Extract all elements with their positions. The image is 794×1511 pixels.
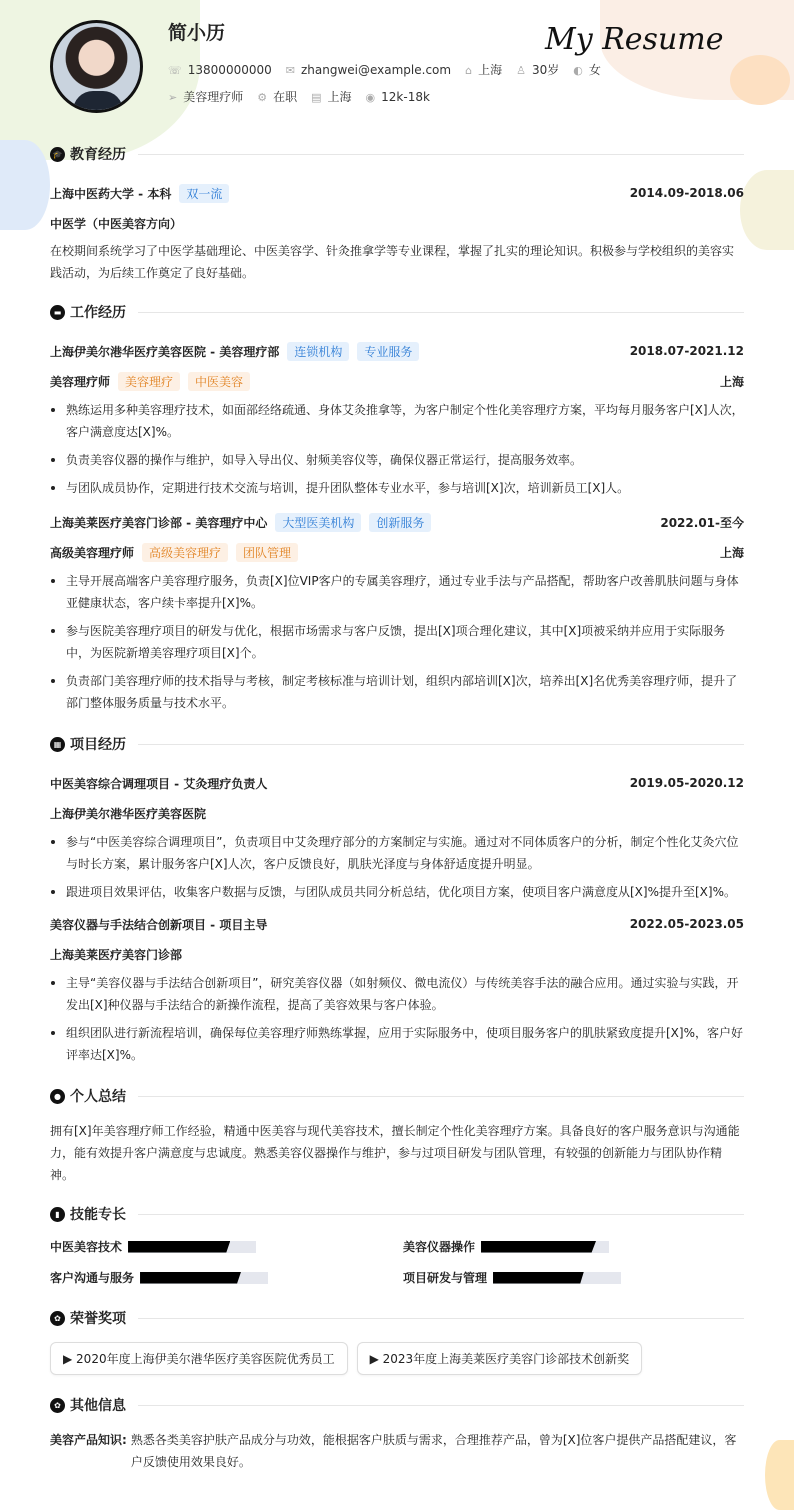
age-icon: ♙ xyxy=(516,64,526,77)
section-title: 其他信息 xyxy=(70,1398,126,1414)
project-item xyxy=(50,768,744,903)
project-org: 上海美莱医疗美容门诊部 xyxy=(50,947,183,962)
skill-bar xyxy=(481,1241,609,1253)
bullet: 负责美容仪器的操作与维护，如导入导出仪、射频美容仪等，确保仪器正常运行，提高服务效率。 xyxy=(50,449,744,471)
date: 2022.01-至今 xyxy=(660,515,744,530)
city: 上海 xyxy=(719,374,744,389)
tag: 创新服务 xyxy=(369,513,431,532)
city: 上海 xyxy=(719,545,744,560)
my-resume-logo: My Resume xyxy=(545,22,724,57)
skill-bar-fill xyxy=(493,1272,584,1284)
section-title: 个人总结 xyxy=(70,1089,126,1105)
contact-row xyxy=(168,61,601,78)
award-item: ▶ 2020年度上海伊美尔港华医疗美容医院优秀员工 xyxy=(50,1342,348,1375)
bullet: 熟练运用多种美容理疗技术，如面部经络疏通、身体艾灸推拿等，为客户制定个性化美容理疗方案，平均每月服务客户[X]人次，客户满意度达[X]%。 xyxy=(50,399,744,443)
bullet: 组织团队进行新流程培训，确保每位美容理疗师熟练掌握，应用于实际服务中，使项目服务客户的肌肤紧致度提升[X]%，客户好评率达[X]%。 xyxy=(50,1022,744,1066)
role: 美容理疗师 xyxy=(50,374,111,389)
other-text: 熟悉各类美容护肤产品成分与功效，能根据客户肤质与需求，合理推荐产品，曾为[X]位客户提供产品搭配建议，客户反馈使用效果良好。 xyxy=(130,1433,737,1469)
mail-icon: ✉ xyxy=(285,63,295,77)
bullet: 参与“中医美容综合调理项目”，负责项目中艾灸理疗部分的方案制定与实施。通过对不同体质客户的分析，制定个性化艾灸穴位与时长方案，累计服务客户[X]人次，客户反馈良好，肌肤光泽度与身体舒适度提升明显。 xyxy=(50,831,744,875)
date: 2014.09-2018.06 xyxy=(629,186,744,200)
graduation-cap-icon: 🎓 xyxy=(50,147,65,162)
send-icon: ➢ xyxy=(168,91,178,104)
project-name: 中医美容综合调理项目 - 艾灸理疗负责人 xyxy=(50,776,268,791)
location: 上海 xyxy=(478,63,503,77)
section-title: 技能专长 xyxy=(70,1207,126,1223)
section-summary xyxy=(50,1086,744,1106)
skill-bar xyxy=(493,1272,621,1284)
tag: 连锁机构 xyxy=(287,342,349,361)
bullet: 参与医院美容理疗项目的研发与优化，根据市场需求与客户反馈，提出[X]项合理化建议，其中[X]项被采纳并应用于实际服务中，为医院新增美容理疗项目[X]个。 xyxy=(50,620,744,664)
bullet: 主导开展高端客户美容理疗服务，负责[X]位VIP客户的专属美容理疗，通过专业手法与产品搭配，帮助客户改善肌肤问题与身体亚健康状态，客户续卡率提升[X]%。 xyxy=(50,570,744,614)
tag: 专业服务 xyxy=(357,342,419,361)
date: 2018.07-2021.12 xyxy=(629,344,744,358)
section-title: 工作经历 xyxy=(70,305,126,321)
skill-item xyxy=(50,1269,403,1286)
tag: 团队管理 xyxy=(236,543,298,562)
tag: 双一流 xyxy=(179,184,229,203)
bullet: 主导“美容仪器与手法结合创新项目”，研究美容仪器（如射频仪、微电流仪）与传统美容手法的融合应用。通过实验与实践，开发出[X]种仪器与手法结合的新操作流程，提高了美容效果与客户体验。 xyxy=(50,972,744,1016)
date: 2022.05-2023.05 xyxy=(629,917,744,931)
status-icon: ⚙ xyxy=(257,91,268,104)
skill-name: 美容仪器操作 xyxy=(403,1240,476,1254)
salary-icon: ◉ xyxy=(365,90,376,104)
project-name: 美容仪器与手法结合创新项目 - 项目主导 xyxy=(50,917,268,932)
job-intent-row xyxy=(168,88,430,105)
skill-bar-fill xyxy=(140,1272,241,1284)
gender: 女 xyxy=(588,63,601,77)
phone: 13800000000 xyxy=(187,62,272,77)
tag: 大型医美机构 xyxy=(275,513,361,532)
home-icon: ⌂ xyxy=(465,64,473,77)
resume-header xyxy=(0,0,794,140)
job-status: 在职 xyxy=(273,90,298,104)
company: 上海伊美尔港华医疗美容医院 - 美容理疗部 xyxy=(50,344,280,359)
skill-name: 中医美容技术 xyxy=(50,1240,123,1254)
candidate-name: 简小历 xyxy=(168,22,226,44)
building-icon: ▤ xyxy=(311,91,322,104)
skill-item xyxy=(403,1238,744,1255)
user-icon: ● xyxy=(50,1089,65,1104)
phone-icon: ☏ xyxy=(168,63,182,77)
skill-item xyxy=(403,1269,744,1286)
work-item xyxy=(50,507,744,714)
chart-icon: ▮ xyxy=(50,1207,65,1222)
section-other xyxy=(50,1395,744,1415)
skill-bar-fill xyxy=(481,1241,596,1253)
section-awards xyxy=(50,1308,744,1328)
briefcase-icon: ▬ xyxy=(50,305,65,320)
project-item xyxy=(50,909,744,1066)
section-education xyxy=(50,144,744,164)
summary-text: 拥有[X]年美容理疗师工作经验，精通中医美容与现代美容技术，擅长制定个性化美容理疗方案。具备良好的客户服务意识与沟通能力，能有效提升客户满意度与忠诚度。熟悉美容仪器操作与维护，参与过项目研发与团队管理，有较强的创新能力与团队协作精神。 xyxy=(50,1124,740,1182)
school: 上海中医药大学 - 本科 xyxy=(50,186,172,201)
company: 上海美莱医疗美容门诊部 - 美容理疗中心 xyxy=(50,515,268,530)
major: 中医学（中医美容方向） xyxy=(50,216,183,231)
bullet: 与团队成员协作，定期进行技术交流与培训，提升团队整体专业水平，参与培训[X]次，培训新员工[X]人。 xyxy=(50,477,744,499)
work-item xyxy=(50,336,744,499)
gender-icon: ◐ xyxy=(573,64,583,77)
target-position: 美容理疗师 xyxy=(183,90,244,104)
skill-name: 客户沟通与服务 xyxy=(50,1271,135,1285)
section-title: 项目经历 xyxy=(70,737,126,753)
avatar xyxy=(50,20,143,113)
email[interactable]: zhangwei@example.com xyxy=(300,62,452,77)
section-projects xyxy=(50,734,744,754)
project-org: 上海伊美尔港华医疗美容医院 xyxy=(50,806,207,821)
salary: 12k-18k xyxy=(381,89,430,104)
skill-bar-fill xyxy=(128,1241,230,1253)
education-desc: 在校期间系统学习了中医学基础理论、中医美容学、针灸推拿学等专业课程，掌握了扎实的理论知识。积极参与学校组织的美容实践活动，为后续工作奠定了良好基础。 xyxy=(50,244,735,280)
section-title: 荣誉奖项 xyxy=(70,1311,126,1327)
date: 2019.05-2020.12 xyxy=(629,776,744,790)
age: 30岁 xyxy=(531,63,560,77)
target-city: 上海 xyxy=(327,90,352,104)
skill-name: 项目研发与管理 xyxy=(403,1271,488,1285)
tag: 美容理疗 xyxy=(118,372,180,391)
award-icon: ✿ xyxy=(50,1311,65,1326)
section-skills xyxy=(50,1204,744,1224)
bullet: 负责部门美容理疗师的技术指导与考核，制定考核标准与培训计划，组织内部培训[X]次，培养出[X]名优秀美容理疗师，提升了部门整体服务质量与技术水平。 xyxy=(50,670,744,714)
bullet: 跟进项目效果评估，收集客户数据与反馈，与团队成员共同分析总结，优化项目方案，使项目客户满意度从[X]%提升至[X]%。 xyxy=(50,881,744,903)
other-label: 美容产品知识: xyxy=(50,1433,127,1447)
grid-icon: ▦ xyxy=(50,737,65,752)
tag: 高级美容理疗 xyxy=(142,543,228,562)
award-item: ▶ 2023年度上海美莱医疗美容门诊部技术创新奖 xyxy=(357,1342,643,1375)
award-text: 2023年度上海美莱医疗美容门诊部技术创新奖 xyxy=(382,1352,630,1366)
role: 高级美容理疗师 xyxy=(50,545,135,560)
award-text: 2020年度上海伊美尔港华医疗美容医院优秀员工 xyxy=(76,1352,335,1366)
section-work xyxy=(50,302,744,322)
skill-item xyxy=(50,1238,403,1255)
info-icon: ✿ xyxy=(50,1398,65,1413)
skill-bar xyxy=(128,1241,256,1253)
tag: 中医美容 xyxy=(188,372,250,391)
skill-bar xyxy=(140,1272,268,1284)
section-title: 教育经历 xyxy=(70,147,126,163)
